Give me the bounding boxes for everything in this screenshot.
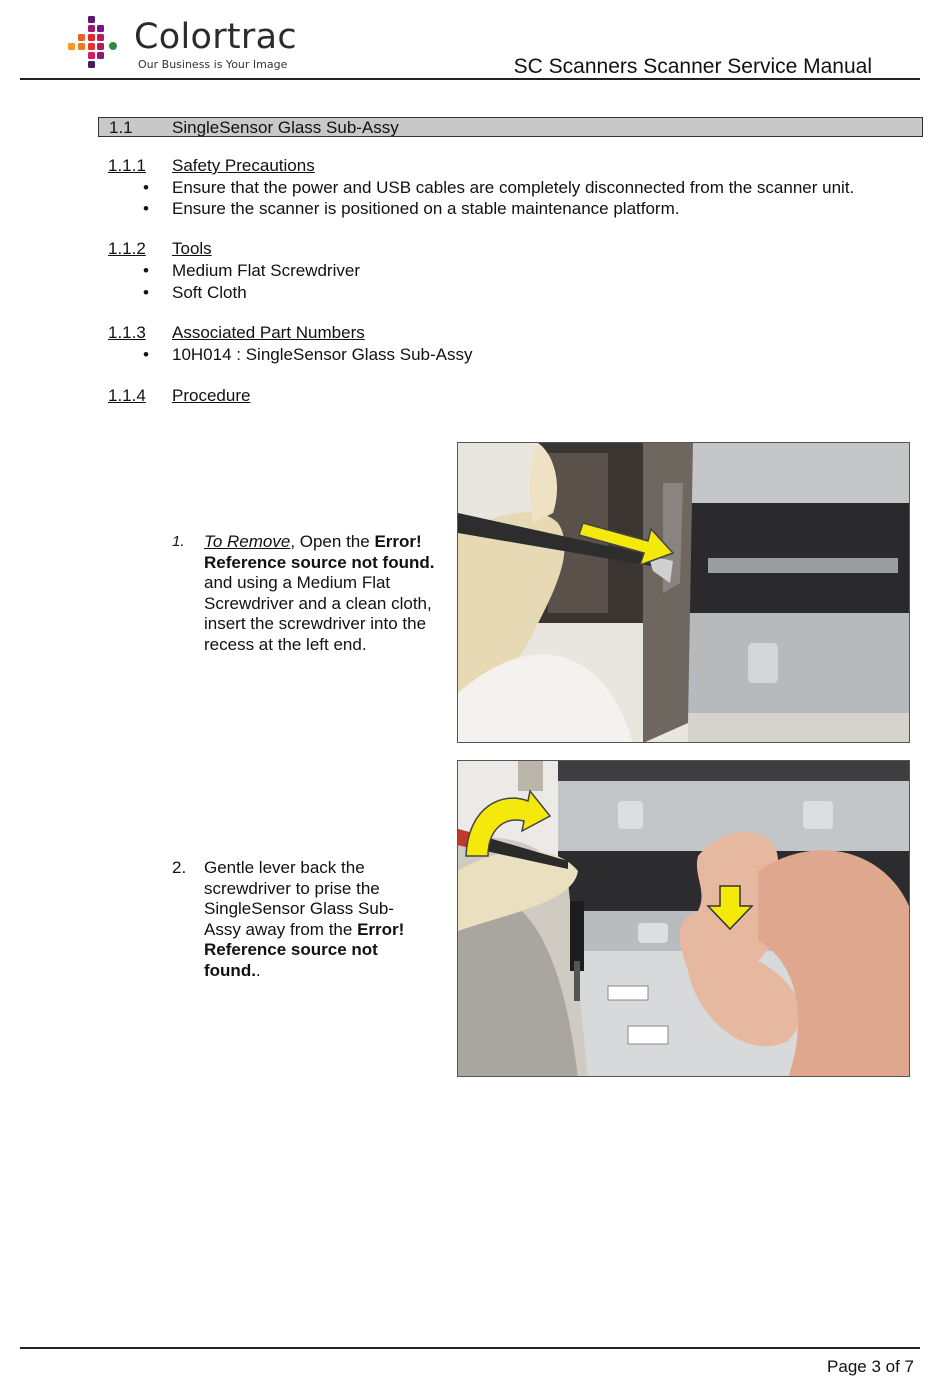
step-text-run: . [255,960,261,980]
section-title: SingleSensor Glass Sub-Assy [172,118,399,137]
subsection-number: 1.1.3 [108,323,146,342]
list-item: Soft Cloth [172,283,247,302]
step-text-run: , Open the [290,532,375,551]
step-text-run: Gentle lever back the screwdriver to prise the SingleSensor Glass Sub-Assy away from the [204,858,394,939]
bullet-glyph: • [143,178,149,197]
subsection-number: 1.1.1 [108,156,146,175]
list-item: Ensure the scanner is positioned on a stable maintenance platform. [172,199,680,218]
step-1-text [204,532,444,655]
subsection-title-part-numbers: Associated Part Numbers [172,323,365,342]
header-rule [20,78,920,80]
step-number: 1. [172,533,185,550]
bullet-glyph: • [143,345,149,364]
scanner-photo-illustration [458,761,910,1077]
subsection-title-procedure: Procedure [172,386,251,405]
broken-reference: Error! Reference source not found. [204,919,405,980]
section-number: 1.1 [109,118,133,137]
step-emphasis: To Remove [204,532,291,551]
footer-rule [20,1347,920,1349]
logo-tagline: Our Business is Your Image [138,58,288,71]
step-text-run: and using a Medium Flat Screwdriver and a clean cloth, insert the screwdriver into the recess at the left end. [204,573,432,654]
step-2-photo [457,760,910,1077]
list-item: Ensure that the power and USB cables are completely disconnected from the scanner unit. [172,178,855,197]
step-1-photo [457,442,910,743]
subsection-number: 1.1.2 [108,239,146,258]
page-number: Page 3 of 7 [827,1357,914,1376]
subsection-title-tools: Tools [172,239,212,258]
subsection-number: 1.1.4 [108,386,146,405]
section-heading-bar [98,117,923,137]
step-number: 2. [172,858,187,877]
bullet-glyph: • [143,199,149,218]
scanner-photo-illustration [458,443,910,743]
list-item: Medium Flat Screwdriver [172,261,360,280]
colortrac-logo-mark [64,14,134,74]
logo-name: Colortrac [134,17,297,57]
bullet-glyph: • [143,283,149,302]
list-item: 10H014 : SingleSensor Glass Sub-Assy [172,345,473,364]
document-title: SC Scanners Scanner Service Manual [513,55,872,78]
broken-reference: Error! Reference source not found. [204,532,435,572]
bullet-glyph: • [143,261,149,280]
subsection-title-safety: Safety Precautions [172,156,315,175]
step-2-text [204,858,419,981]
